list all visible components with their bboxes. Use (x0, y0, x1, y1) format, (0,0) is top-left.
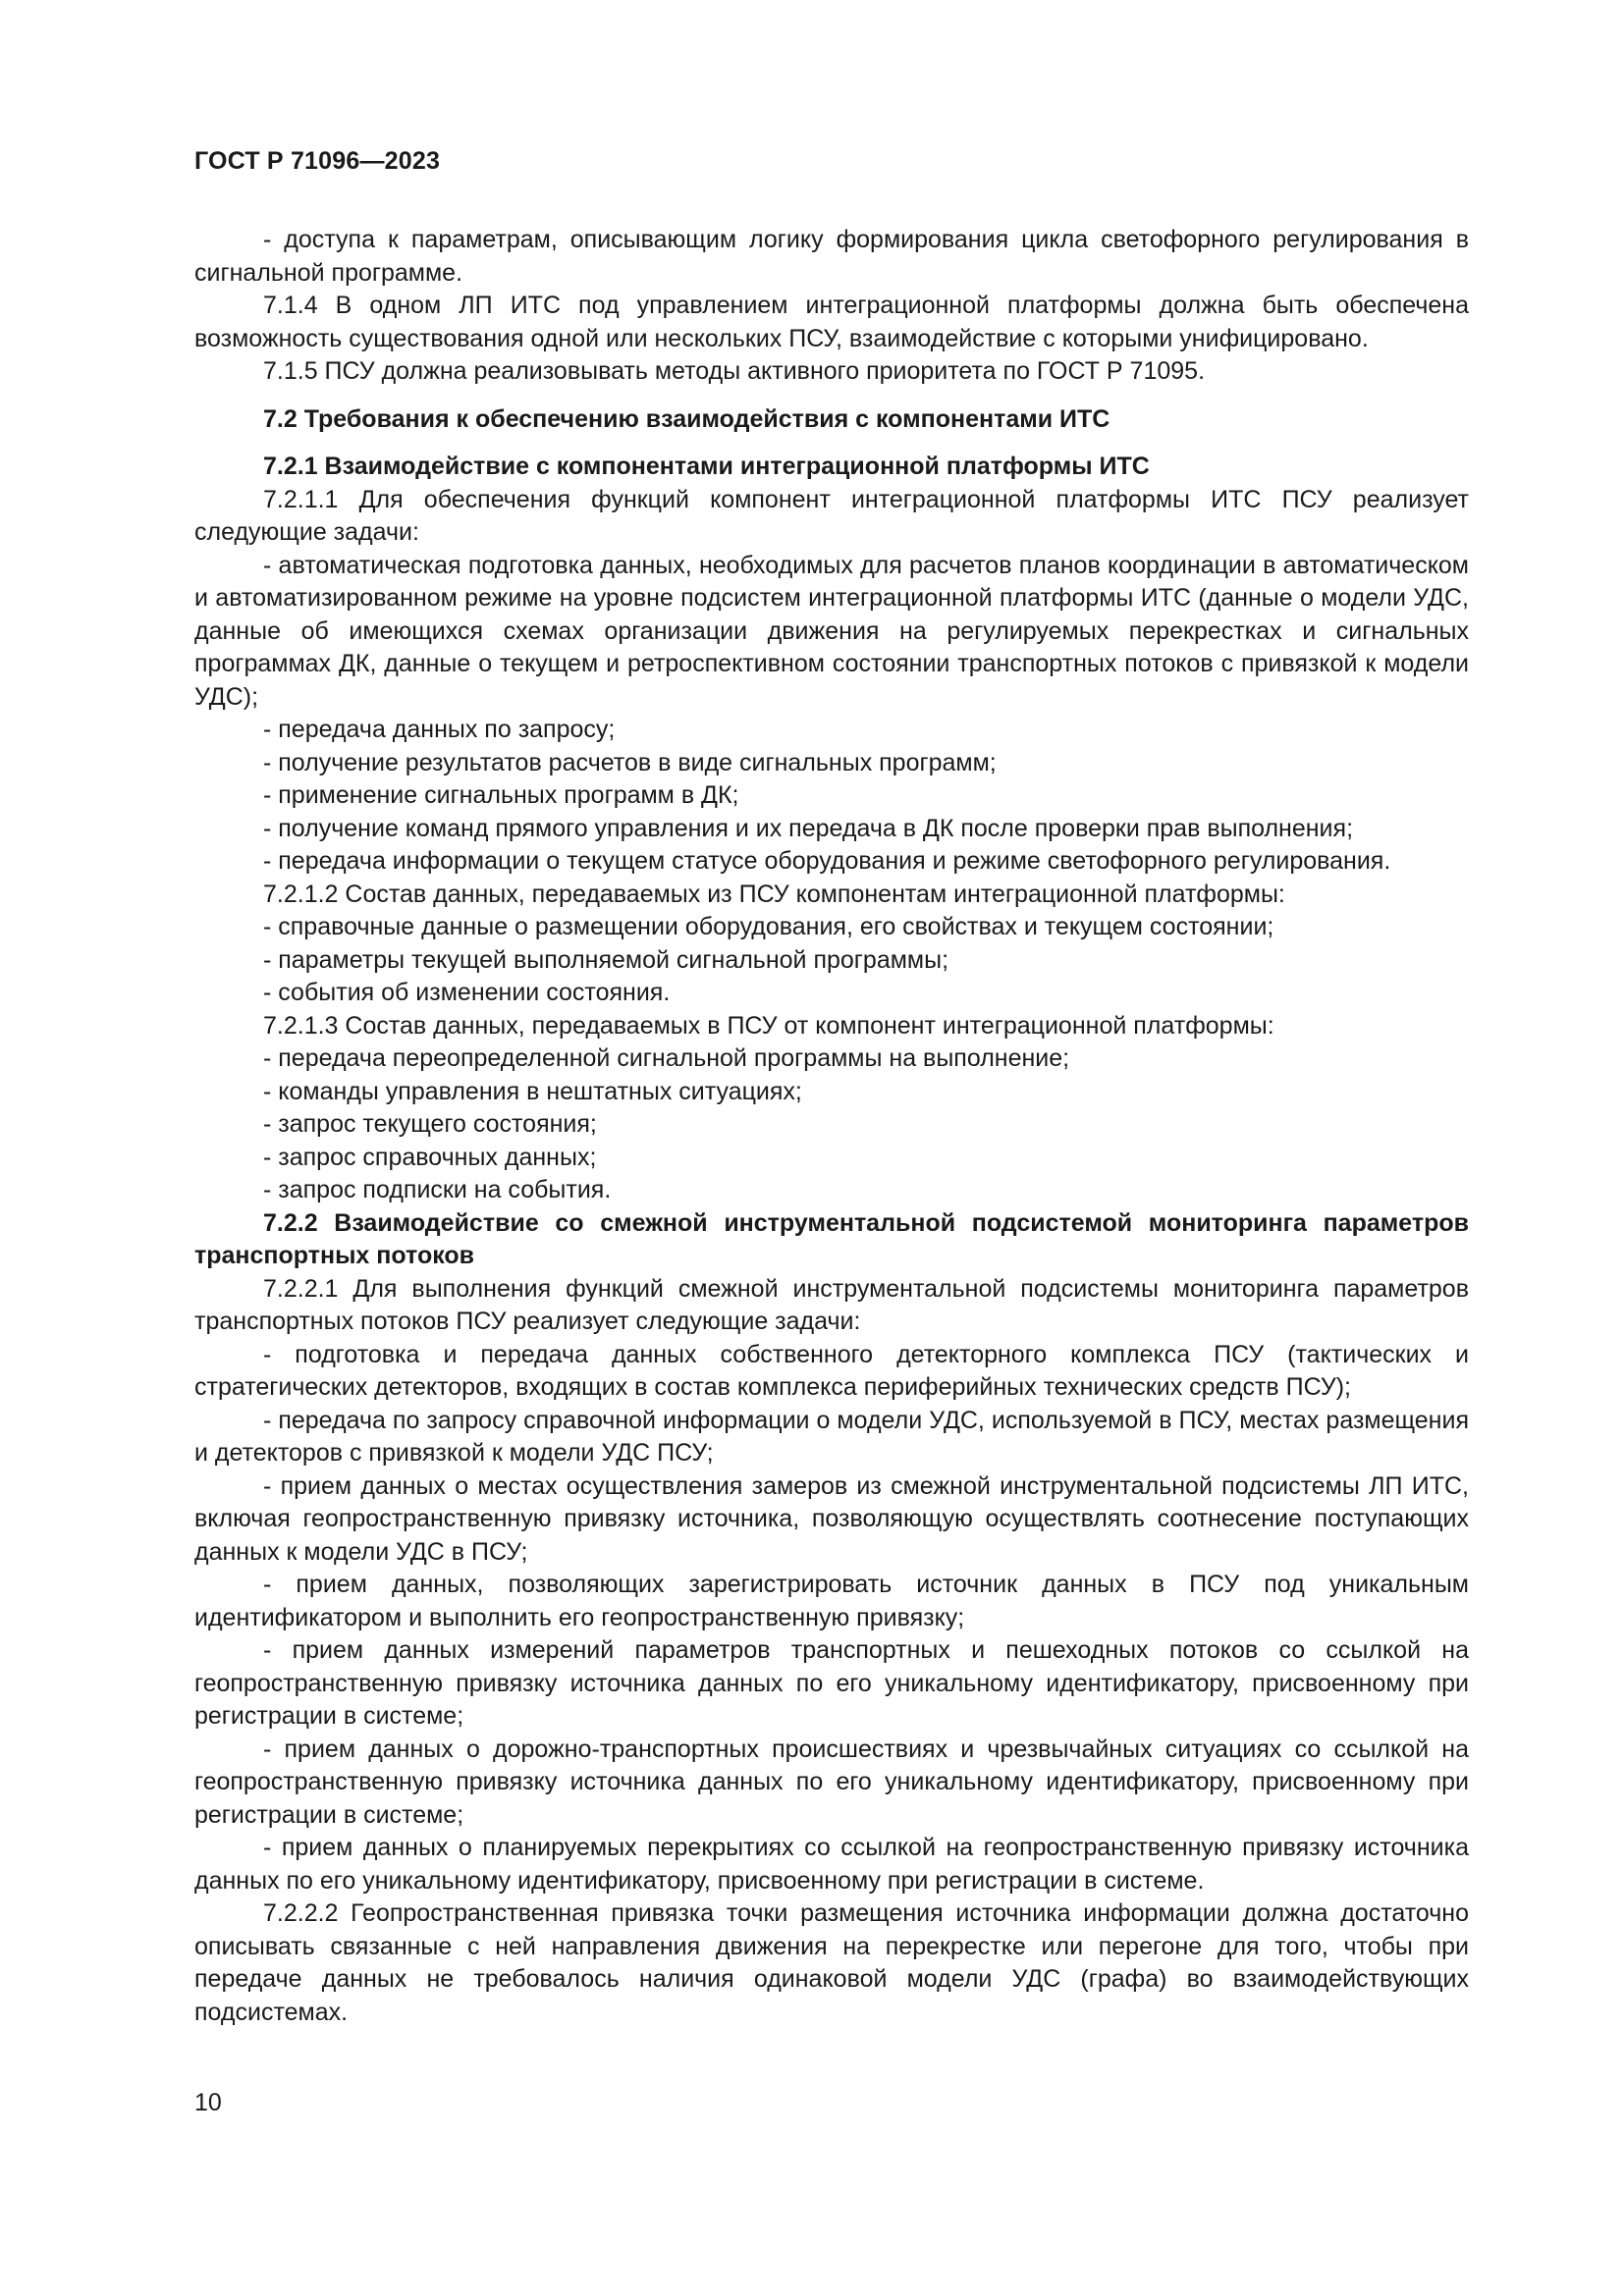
paragraph: - передача информации о текущем статусе оборудования и режиме светофорного регулирования. (263, 847, 1391, 875)
paragraph: - запрос подписки на события. (263, 1176, 612, 1203)
paragraph: 7.2.2.1 Для выполнения функций смежной инструментальной подсистемы мониторинга параметров транспортных потоков ПСУ реализует следующие задачи: (194, 1274, 1469, 1335)
section-heading: 7.2.2 Взаимодействие со смежной инструментальной подсистемой мониторинга параметров транспортных потоков (194, 1208, 1469, 1269)
paragraph: - доступа к параметрам, описывающим логику формирования цикла светофорного регулирования в сигнальной программе. (194, 226, 1469, 287)
paragraph: - запрос справочных данных; (263, 1143, 597, 1171)
page-number: 10 (194, 2089, 222, 2116)
paragraph: - прием данных измерений параметров транспортных и пешеходных потоков со ссылкой на геопространственную привязку источника данных по его уникальному идентификатору, присвоенному при регистрации в системе; (194, 1636, 1469, 1730)
paragraph: - команды управления в нештатных ситуациях; (263, 1077, 802, 1105)
paragraph: - параметры текущей выполняемой сигнальной программы; (263, 945, 949, 974)
paragraph: - автоматическая подготовка данных, необходимых для расчетов планов координации в автоматическом и автоматизированном режиме на уровне подсистем интеграционной платформы ИТС (данные о модели УДС, данные об имеющихся схемах организации движения на регулируемых перекрестках и сигнальных программах ДК, данные о текущем и ретроспективном состоянии транспортных потоков с привязкой к модели УДС); (194, 551, 1469, 711)
paragraph: - справочные данные о размещении оборудования, его свойствах и текущем состоянии; (263, 913, 1274, 940)
paragraph: - прием данных о дорожно-транспортных происшествиях и чрезвычайных ситуациях со ссылкой на геопространственную привязку источника данных по его уникальному идентификатору, присвоенному при регистрации в системе; (194, 1735, 1469, 1829)
section-heading: 7.2 Требования к обеспечению взаимодействия с компонентами ИТС (263, 404, 1110, 433)
paragraph: - подготовка и передача данных собственного детекторного комплекса ПСУ (тактических и стратегических детекторов, входящих в состав комплекса периферийных технических средств ПСУ); (194, 1340, 1469, 1401)
document-header: ГОСТ Р 71096—2023 (194, 147, 441, 175)
paragraph: - прием данных о местах осуществления замеров из смежной инструментальной подсистемы ЛП ИТС, включая геопространственную привязку источника, позволяющую осуществлять соотнесение поступающих данных к модели УДС в ПСУ; (194, 1471, 1469, 1566)
paragraph: - получение результатов расчетов в виде сигнальных программ; (263, 748, 997, 776)
paragraph: - прием данных, позволяющих зарегистрировать источник данных в ПСУ под уникальным идентификатором и выполнить его геопространственную привязку; (194, 1571, 1469, 1631)
paragraph: - передача данных по запросу; (263, 716, 616, 743)
paragraph: - передача по запросу справочной информации о модели УДС, используемой в ПСУ, местах размещения и детекторов с привязкой к модели УДС ПСУ; (194, 1406, 1469, 1467)
paragraph: 7.2.2.2 Геопространственная привязка точки размещения источника информации должна достаточно описывать связанные с ней направления движения на перекрестке или перегоне для того, чтобы при передаче данных не требовалось наличия одинаковой модели УДС (графа) во взаимодействующих подсистемах. (194, 1899, 1469, 2026)
paragraph: 7.2.1.1 Для обеспечения функций компонент интеграционной платформы ИТС ПСУ реализует следующие задачи: (194, 485, 1469, 546)
paragraph: 7.2.1.2 Состав данных, передаваемых из ПСУ компонентам интеграционной платформы: (263, 880, 1285, 908)
paragraph: 7.1.4 В одном ЛП ИТС под управлением интеграционной платформы должна быть обеспечена возможность существования одной или нескольких ПСУ, взаимодействие с которыми унифицировано. (194, 292, 1469, 352)
paragraph: 7.2.1.3 Состав данных, передаваемых в ПСУ от компонент интеграционной платформы: (263, 1011, 1274, 1040)
paragraph: 7.1.5 ПСУ должна реализовывать методы активного приоритета по ГОСТ Р 71095. (263, 357, 1206, 385)
paragraph: - события об изменении состояния. (263, 979, 671, 1006)
paragraph: - запрос текущего состояния; (263, 1110, 597, 1138)
paragraph: - получение команд прямого управления и их передача в ДК после проверки прав выполнения; (263, 814, 1354, 842)
document-body (194, 224, 1469, 2029)
section-heading: 7.2.1 Взаимодействие с компонентами интеграционной платформы ИТС (263, 453, 1150, 480)
paragraph: - прием данных о планируемых перекрытиях со ссылкой на геопространственную привязку источника данных по его уникальному идентификатору, присвоенному при регистрации в системе. (194, 1834, 1469, 1895)
paragraph: - применение сигнальных программ в ДК; (263, 781, 739, 809)
paragraph: - передача переопределенной сигнальной программы на выполнение; (263, 1044, 1070, 1072)
